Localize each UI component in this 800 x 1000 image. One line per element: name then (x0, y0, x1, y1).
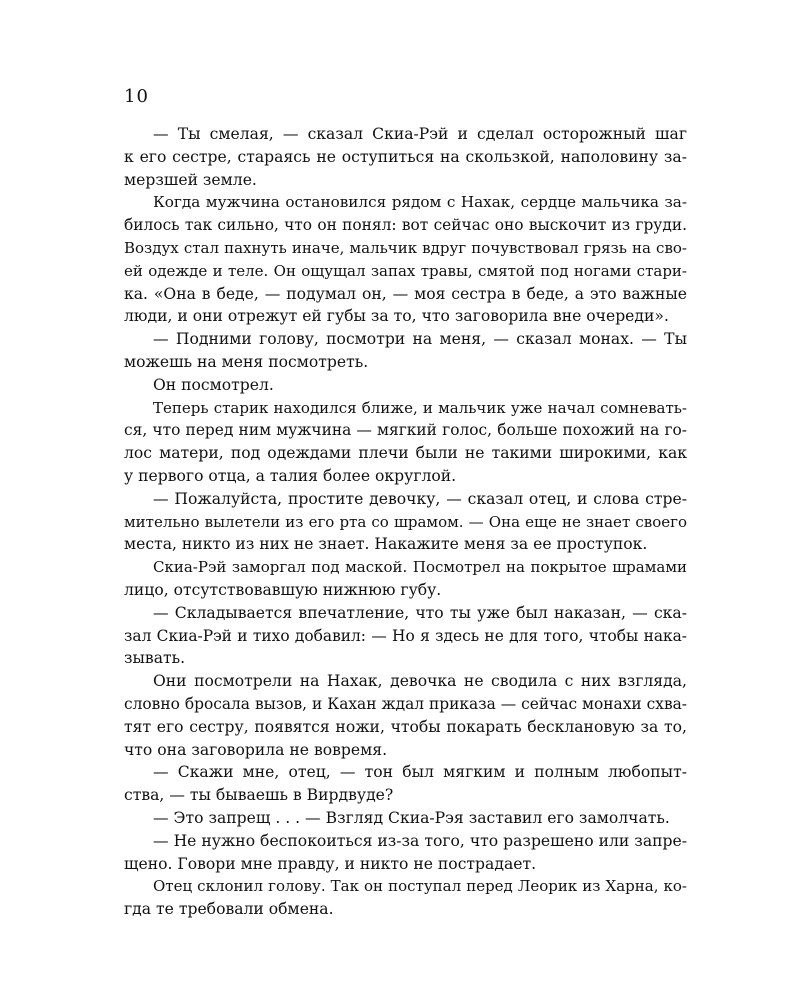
text-line: тят его сестру, появятся ножи, чтобы покарать бесклановую за то, (124, 717, 687, 736)
text-line: Отец склонил голову. Так он поступал перед Леорик из Харна, ко- (153, 877, 687, 896)
text-line: Скиа-Рэй заморгал под маской. Посмотрел на покрытое шрамами (153, 558, 687, 577)
text-line: щено. Говори мне правду, и никто не пострадает. (124, 854, 537, 873)
text-line: Воздух стал пахнуть иначе, мальчик вдруг почувствовал грязь на сво- (124, 238, 687, 257)
text-line: — Не нужно беспокоиться из-за того, что разрешено или запре- (153, 831, 687, 850)
text-line: зал Скиа-Рэй и тихо добавил: — Но я здесь не для того, чтобы нака- (124, 626, 687, 645)
text-line: можешь на меня посмотреть. (124, 352, 369, 371)
text-line: Они посмотрели на Нахак, девочка не сводила с них взгляда, (153, 672, 687, 691)
text-line: — Скажи мне, отец, — тон был мягким и полным любопыт- (153, 763, 687, 782)
text-line: ства, — ты бываешь в Вирдвуде? (124, 786, 394, 805)
text-line: места, никто из них не знает. Накажите меня за ее проступок. (124, 535, 648, 554)
text-line: билось так сильно, что он понял: вот сейчас оно выскочит из груди. (124, 216, 687, 235)
text-line: мительно вылетели из его рта со шрамом. — Она еще не знает своего (124, 512, 687, 531)
page-number: 10 (124, 86, 149, 107)
text-line: у первого отца, а талия более округлой. (124, 466, 457, 485)
text-line: словно бросала вызов, и Кахан ждал приказа — сейчас монахи схва- (124, 694, 687, 713)
text-line: зывать. (124, 649, 186, 668)
text-line: — Пожалуйста, простите девочку, — сказал отец, и слова стре- (153, 489, 687, 508)
text-line: гда те требовали обмена. (124, 900, 334, 919)
text-line: Он посмотрел. (153, 375, 274, 394)
text-line: ей одежде и теле. Он ощущал запах травы, смятой под ногами стари- (124, 261, 687, 280)
text-line: ка. «Она в беде, — подумал он, — моя сестра в беде, а это важные (124, 284, 687, 303)
text-line: — Это запрещ . . . — Взгляд Скиа-Рэя заставил его замолчать. (153, 808, 670, 827)
text-line: Теперь старик находился ближе, и мальчик уже начал сомневать- (153, 398, 687, 417)
text-line: — Подними голову, посмотри на меня, — сказал монах. — Ты (153, 330, 687, 349)
text-line: что она заговорила не вовремя. (124, 740, 388, 759)
text-line: люди, и они отрежут ей губы за то, что заговорила вне очереди». (124, 307, 669, 326)
text-line: — Ты смелая, — сказал Скиа-Рэй и сделал осторожный шаг (153, 125, 687, 143)
text-line: мерзшей земле. (124, 170, 257, 189)
text-line: ся, что перед ним мужчина — мягкий голос, больше похожий на го- (124, 421, 687, 440)
text-line: Когда мужчина остановился рядом с Нахак, сердце мальчика за- (153, 193, 687, 212)
text-line: к его сестре, стараясь не оступиться на скользкой, наполовину за- (124, 147, 687, 166)
text-line: — Складывается впечатление, что ты уже был наказан, — ска- (153, 603, 687, 622)
text-line: лос матери, под одеждами плечи были не такими широкими, как (124, 444, 687, 463)
body-text (124, 123, 687, 921)
text-line: лицо, отсутствовавшую нижнюю губу. (124, 580, 442, 599)
